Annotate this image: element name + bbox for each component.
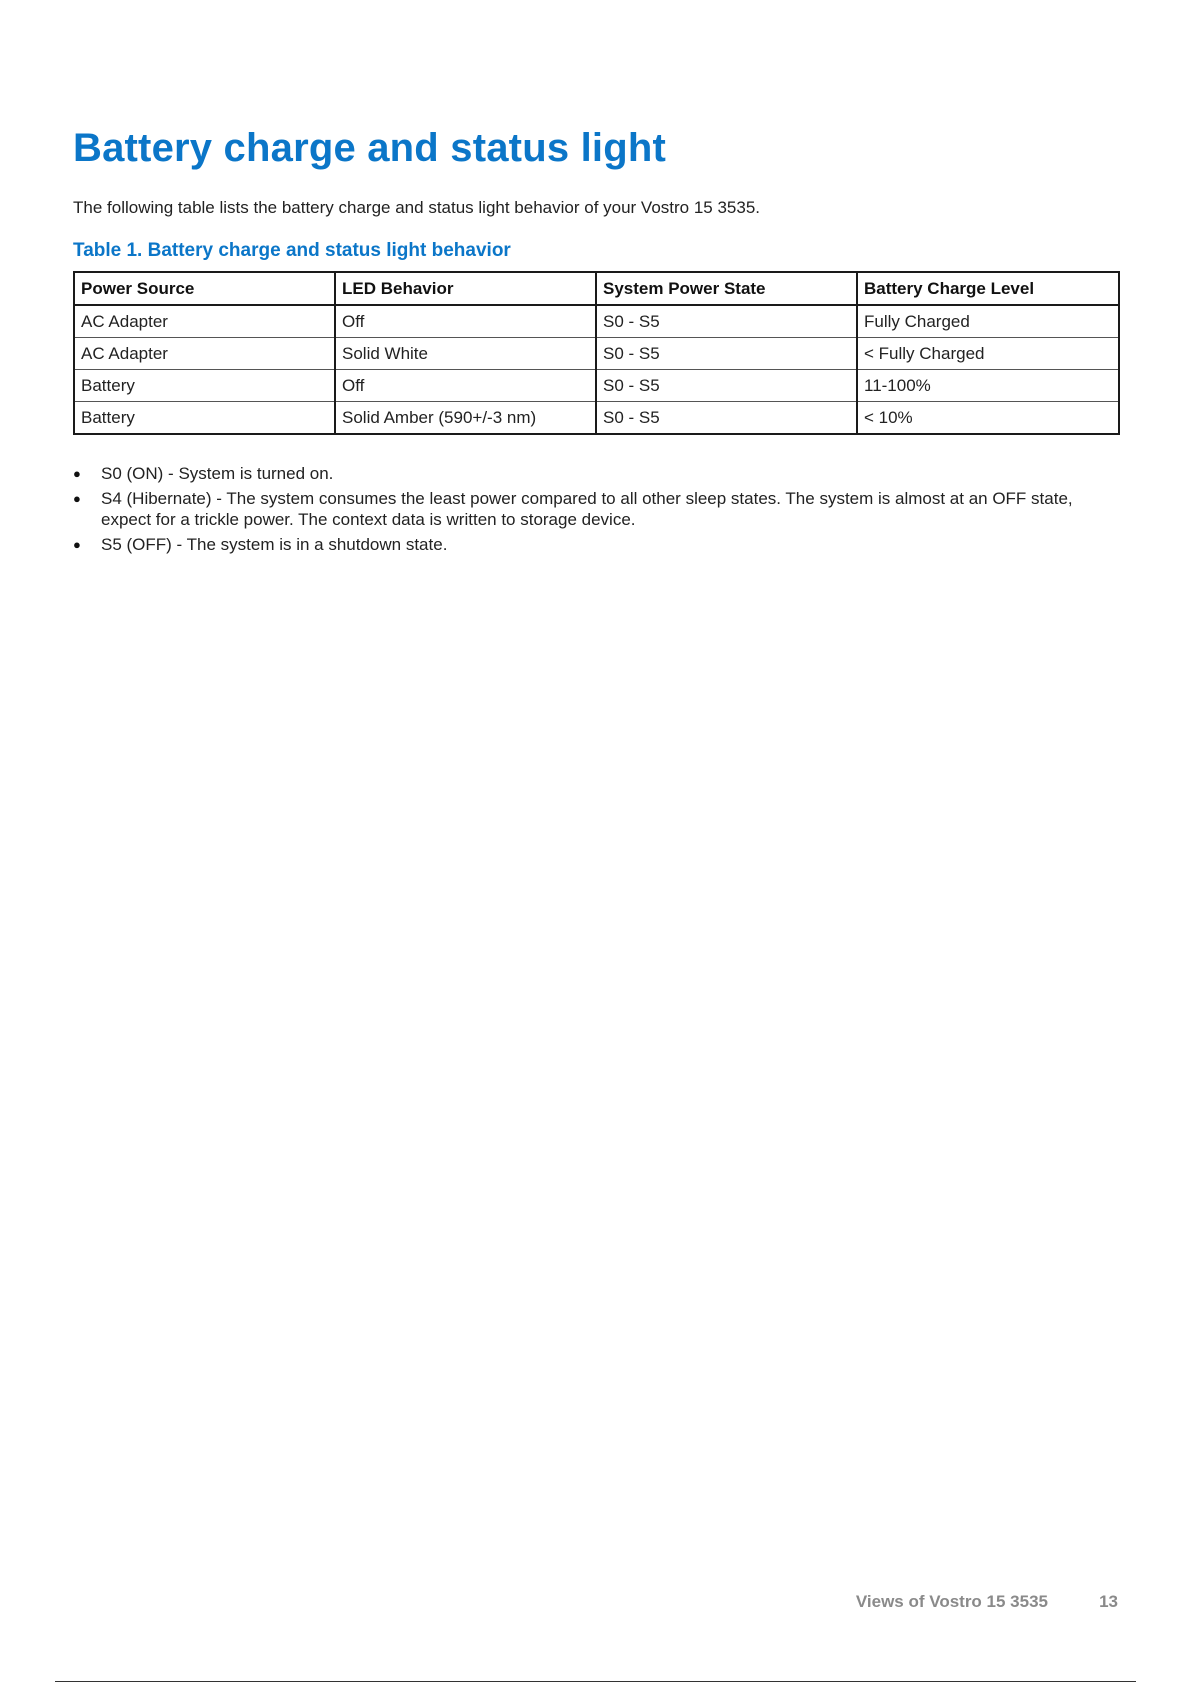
cell-power-source: Battery [74, 402, 335, 435]
list-item [73, 534, 1118, 555]
cell-power-source: AC Adapter [74, 305, 335, 338]
cell-power-source: AC Adapter [74, 338, 335, 370]
note-text: S4 (Hibernate) - The system consumes the least power compared to all other sleep states. The system is almost at an OFF state, expect for a trickle power. The context data is written to storage device. [101, 489, 1073, 529]
cell-system-power-state: S0 - S5 [596, 402, 857, 435]
header-led-behavior: LED Behavior [335, 272, 596, 305]
note-text: S0 (ON) - System is turned on. [101, 464, 334, 483]
table-row [74, 370, 1119, 402]
cell-system-power-state: S0 - S5 [596, 305, 857, 338]
cell-led-behavior: Off [335, 370, 596, 402]
header-system-power-state: System Power State [596, 272, 857, 305]
bullet-icon: ● [73, 491, 81, 506]
cell-led-behavior: Solid Amber (590+/-3 nm) [335, 402, 596, 435]
cell-battery-charge-level: Fully Charged [857, 305, 1119, 338]
intro-paragraph: The following table lists the battery charge and status light behavior of your Vostro 15 3535. [73, 198, 761, 217]
header-battery-charge-level: Battery Charge Level [857, 272, 1119, 305]
cell-led-behavior: Off [335, 305, 596, 338]
table-row [74, 402, 1119, 435]
cell-system-power-state: S0 - S5 [596, 338, 857, 370]
page-title: Battery charge and status light [73, 126, 666, 170]
cell-power-source: Battery [74, 370, 335, 402]
table-row [74, 338, 1119, 370]
footer-page-number: 13 [1099, 1592, 1118, 1611]
header-power-source: Power Source [74, 272, 335, 305]
footer-divider [55, 1681, 1136, 1682]
cell-system-power-state: S0 - S5 [596, 370, 857, 402]
power-state-notes [73, 463, 1118, 559]
bullet-icon: ● [73, 537, 81, 552]
table-header-row [74, 272, 1119, 305]
battery-status-table [73, 271, 1120, 435]
list-item [73, 463, 1118, 484]
table-row [74, 305, 1119, 338]
note-text: S5 (OFF) - The system is in a shutdown state. [101, 535, 448, 554]
cell-battery-charge-level: < Fully Charged [857, 338, 1119, 370]
cell-battery-charge-level: 11-100% [857, 370, 1119, 402]
table-caption: Table 1. Battery charge and status light behavior [73, 240, 511, 261]
cell-led-behavior: Solid White [335, 338, 596, 370]
list-item [73, 488, 1118, 530]
footer-section-title: Views of Vostro 15 3535 [855, 1592, 1048, 1611]
cell-battery-charge-level: < 10% [857, 402, 1119, 435]
bullet-icon: ● [73, 466, 81, 481]
